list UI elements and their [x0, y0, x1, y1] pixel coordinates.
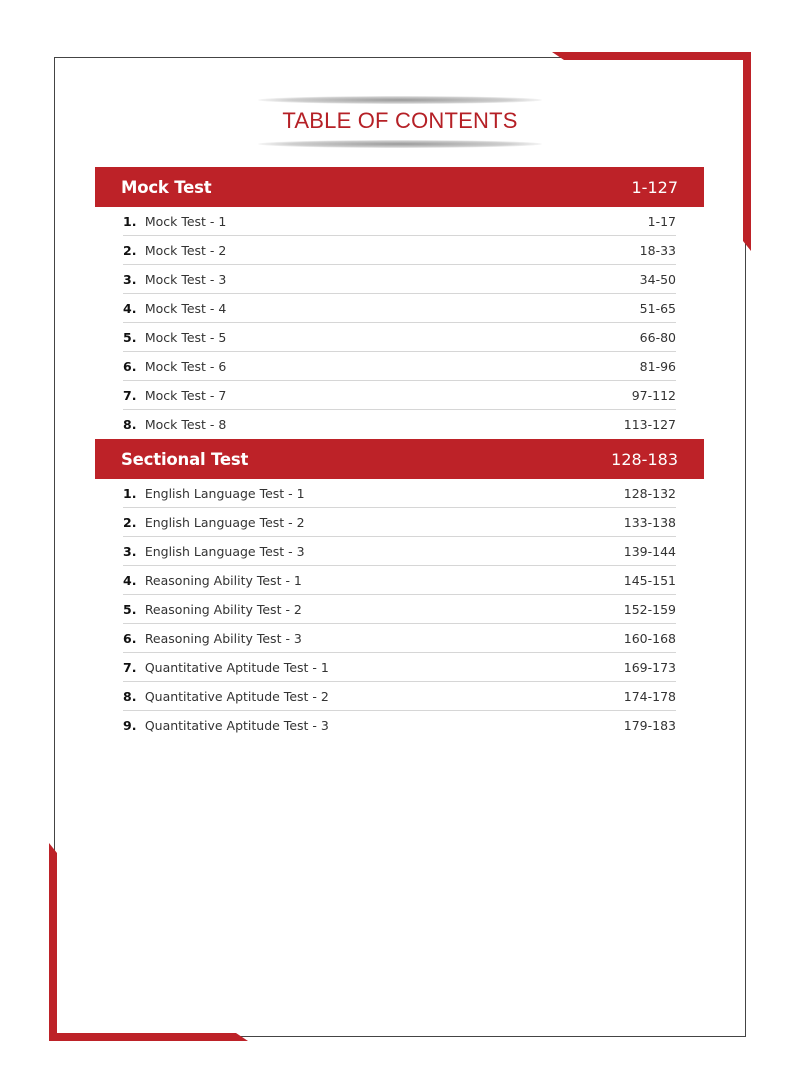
entry-label: English Language Test - 3 [144, 543, 305, 559]
entry-text [123, 573, 302, 588]
entry-label: Quantitative Aptitude Test - 2 [144, 688, 329, 704]
entry-label: Reasoning Ability Test - 1 [144, 572, 302, 588]
entry-number: 3. [123, 543, 141, 559]
corner-accent-top-right-horizontal [552, 52, 751, 60]
entry-pages: 34-50 [639, 271, 676, 287]
toc-entry[interactable] [123, 410, 676, 439]
title-arc-top [258, 96, 542, 104]
page-title: TABLE OF CONTENTS [282, 108, 518, 133]
entry-label: Mock Test - 4 [144, 300, 227, 316]
toc-entry[interactable] [123, 711, 676, 740]
entry-pages: 145-151 [623, 572, 676, 588]
section-sectional-test [95, 439, 704, 740]
entry-text [123, 388, 226, 403]
toc-entry[interactable] [123, 381, 676, 410]
entry-label: English Language Test - 1 [144, 485, 305, 501]
entry-text [123, 417, 226, 432]
entry-text [123, 602, 302, 617]
entry-label: Quantitative Aptitude Test - 1 [144, 659, 329, 675]
toc-entry[interactable] [123, 265, 676, 294]
entry-text [123, 486, 305, 501]
toc-entry[interactable] [123, 508, 676, 537]
entry-number: 9. [123, 718, 141, 733]
entry-number: 8. [123, 688, 141, 704]
toc-entry[interactable] [123, 479, 676, 508]
section-header[interactable] [95, 439, 704, 479]
section-items [95, 479, 704, 740]
entry-pages: 1-17 [647, 213, 676, 229]
entry-pages: 113-127 [623, 417, 676, 432]
toc-entry[interactable] [123, 624, 676, 653]
entry-pages: 152-159 [623, 601, 676, 617]
entry-pages: 97-112 [631, 387, 676, 403]
entry-label: Reasoning Ability Test - 3 [144, 630, 302, 646]
entry-pages: 66-80 [639, 329, 676, 345]
entry-text [123, 689, 329, 704]
entry-number: 7. [123, 387, 141, 403]
toc-entry[interactable] [123, 294, 676, 323]
entry-text [123, 301, 226, 316]
entry-number: 4. [123, 572, 141, 588]
entry-label: Mock Test - 1 [144, 213, 227, 229]
entry-text [123, 243, 226, 258]
entry-number: 6. [123, 358, 141, 374]
toc-entry[interactable] [123, 595, 676, 624]
corner-accent-bottom-left-horizontal [49, 1033, 248, 1041]
entry-number: 2. [123, 514, 141, 530]
section-mock-test [95, 167, 704, 439]
entry-pages: 160-168 [623, 630, 676, 646]
toc-entry[interactable] [123, 653, 676, 682]
entry-text [123, 359, 226, 374]
entry-label: Mock Test - 8 [144, 417, 227, 432]
section-items [95, 207, 704, 439]
entry-label: English Language Test - 2 [144, 514, 305, 530]
entry-pages: 133-138 [623, 514, 676, 530]
entry-text [123, 718, 329, 733]
entry-label: Mock Test - 2 [144, 242, 227, 258]
entry-text [123, 330, 226, 345]
entry-label: Mock Test - 6 [144, 358, 227, 374]
entry-text [123, 214, 226, 229]
entry-number: 5. [123, 329, 141, 345]
entry-number: 3. [123, 271, 141, 287]
title-block [258, 96, 542, 148]
entry-text [123, 631, 302, 646]
entry-number: 2. [123, 242, 141, 258]
section-title: Mock Test [121, 177, 212, 197]
table-of-contents [95, 167, 704, 740]
corner-accent-top-right-vertical [743, 52, 751, 251]
entry-label: Mock Test - 5 [144, 329, 227, 345]
title-arc-bottom [258, 140, 542, 148]
entry-text [123, 660, 329, 675]
entry-number: 4. [123, 300, 141, 316]
entry-number: 1. [123, 213, 141, 229]
entry-pages: 174-178 [623, 688, 676, 704]
toc-entry[interactable] [123, 236, 676, 265]
entry-number: 8. [123, 417, 141, 432]
corner-accent-bottom-left-vertical [49, 843, 57, 1041]
entry-number: 1. [123, 485, 141, 501]
entry-pages: 51-65 [639, 300, 676, 316]
entry-text [123, 515, 305, 530]
entry-pages: 18-33 [639, 242, 676, 258]
entry-label: Mock Test - 3 [144, 271, 227, 287]
entry-label: Reasoning Ability Test - 2 [144, 601, 302, 617]
toc-entry[interactable] [123, 323, 676, 352]
entry-number: 5. [123, 601, 141, 617]
entry-text [123, 272, 226, 287]
section-header[interactable] [95, 167, 704, 207]
toc-entry[interactable] [123, 207, 676, 236]
entry-number: 6. [123, 630, 141, 646]
section-page-range: 128-183 [611, 449, 678, 469]
toc-entry[interactable] [123, 682, 676, 711]
entry-label: Quantitative Aptitude Test - 3 [144, 718, 329, 733]
toc-entry[interactable] [123, 537, 676, 566]
section-page-range: 1-127 [631, 177, 678, 197]
entry-pages: 179-183 [623, 718, 676, 733]
section-title: Sectional Test [121, 449, 249, 469]
entry-number: 7. [123, 659, 141, 675]
entry-label: Mock Test - 7 [144, 387, 227, 403]
entry-text [123, 544, 305, 559]
entry-pages: 81-96 [639, 358, 676, 374]
entry-pages: 169-173 [623, 659, 676, 675]
entry-pages: 128-132 [623, 485, 676, 501]
toc-entry[interactable] [123, 352, 676, 381]
toc-entry[interactable] [123, 566, 676, 595]
entry-pages: 139-144 [623, 543, 676, 559]
